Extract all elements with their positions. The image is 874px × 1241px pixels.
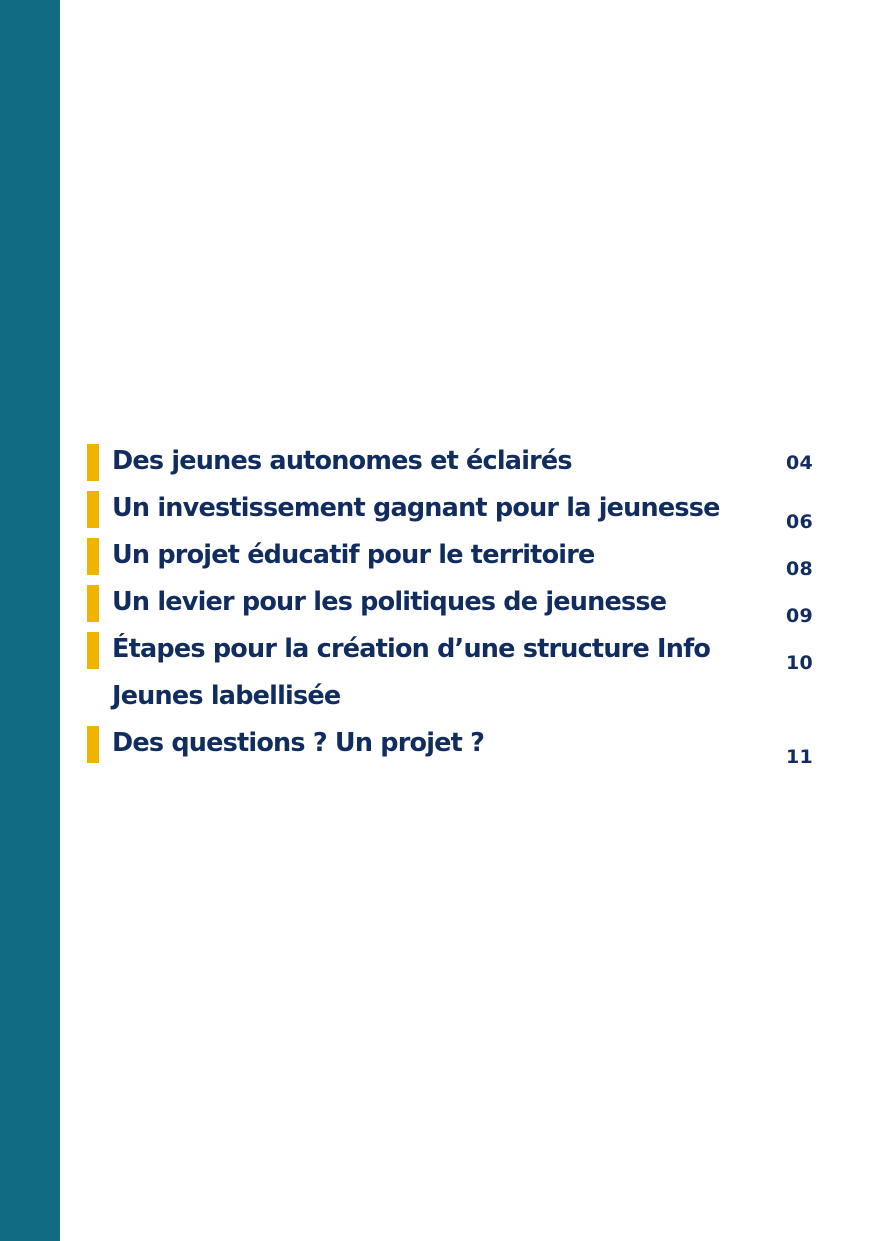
toc-entry[interactable] bbox=[87, 720, 827, 767]
toc-marker bbox=[87, 632, 99, 669]
table-of-contents bbox=[87, 438, 827, 767]
toc-entry[interactable] bbox=[87, 532, 827, 579]
toc-entry-title: Étapes pour la création d’une structure Info Jeunes labellisée bbox=[112, 634, 711, 711]
toc-entry-page: 10 bbox=[785, 652, 813, 674]
toc-marker bbox=[87, 585, 99, 622]
toc-entry-title: Un levier pour les politiques de jeunesse bbox=[112, 587, 667, 617]
toc-entry-page: 08 bbox=[785, 558, 813, 580]
toc-entry-title: Un projet éducatif pour le territoire bbox=[112, 540, 595, 570]
toc-entry-title: Un investissement gagnant pour la jeunesse bbox=[112, 493, 720, 523]
toc-marker bbox=[87, 444, 99, 481]
toc-marker bbox=[87, 538, 99, 575]
toc-entry-title: Des jeunes autonomes et éclairés bbox=[112, 446, 572, 476]
toc-entry-title: Des questions ? Un projet ? bbox=[112, 728, 485, 758]
toc-entry-page: 06 bbox=[785, 511, 813, 533]
toc-entry-page: 11 bbox=[785, 746, 813, 768]
toc-entry[interactable] bbox=[87, 626, 827, 720]
toc-entry[interactable] bbox=[87, 485, 827, 532]
toc-entry-page: 04 bbox=[785, 452, 813, 474]
toc-marker bbox=[87, 726, 99, 763]
toc-marker bbox=[87, 491, 99, 528]
side-color-band bbox=[0, 0, 60, 1241]
toc-entry[interactable] bbox=[87, 438, 827, 485]
toc-entry-page: 09 bbox=[785, 605, 813, 627]
toc-entry[interactable] bbox=[87, 579, 827, 626]
